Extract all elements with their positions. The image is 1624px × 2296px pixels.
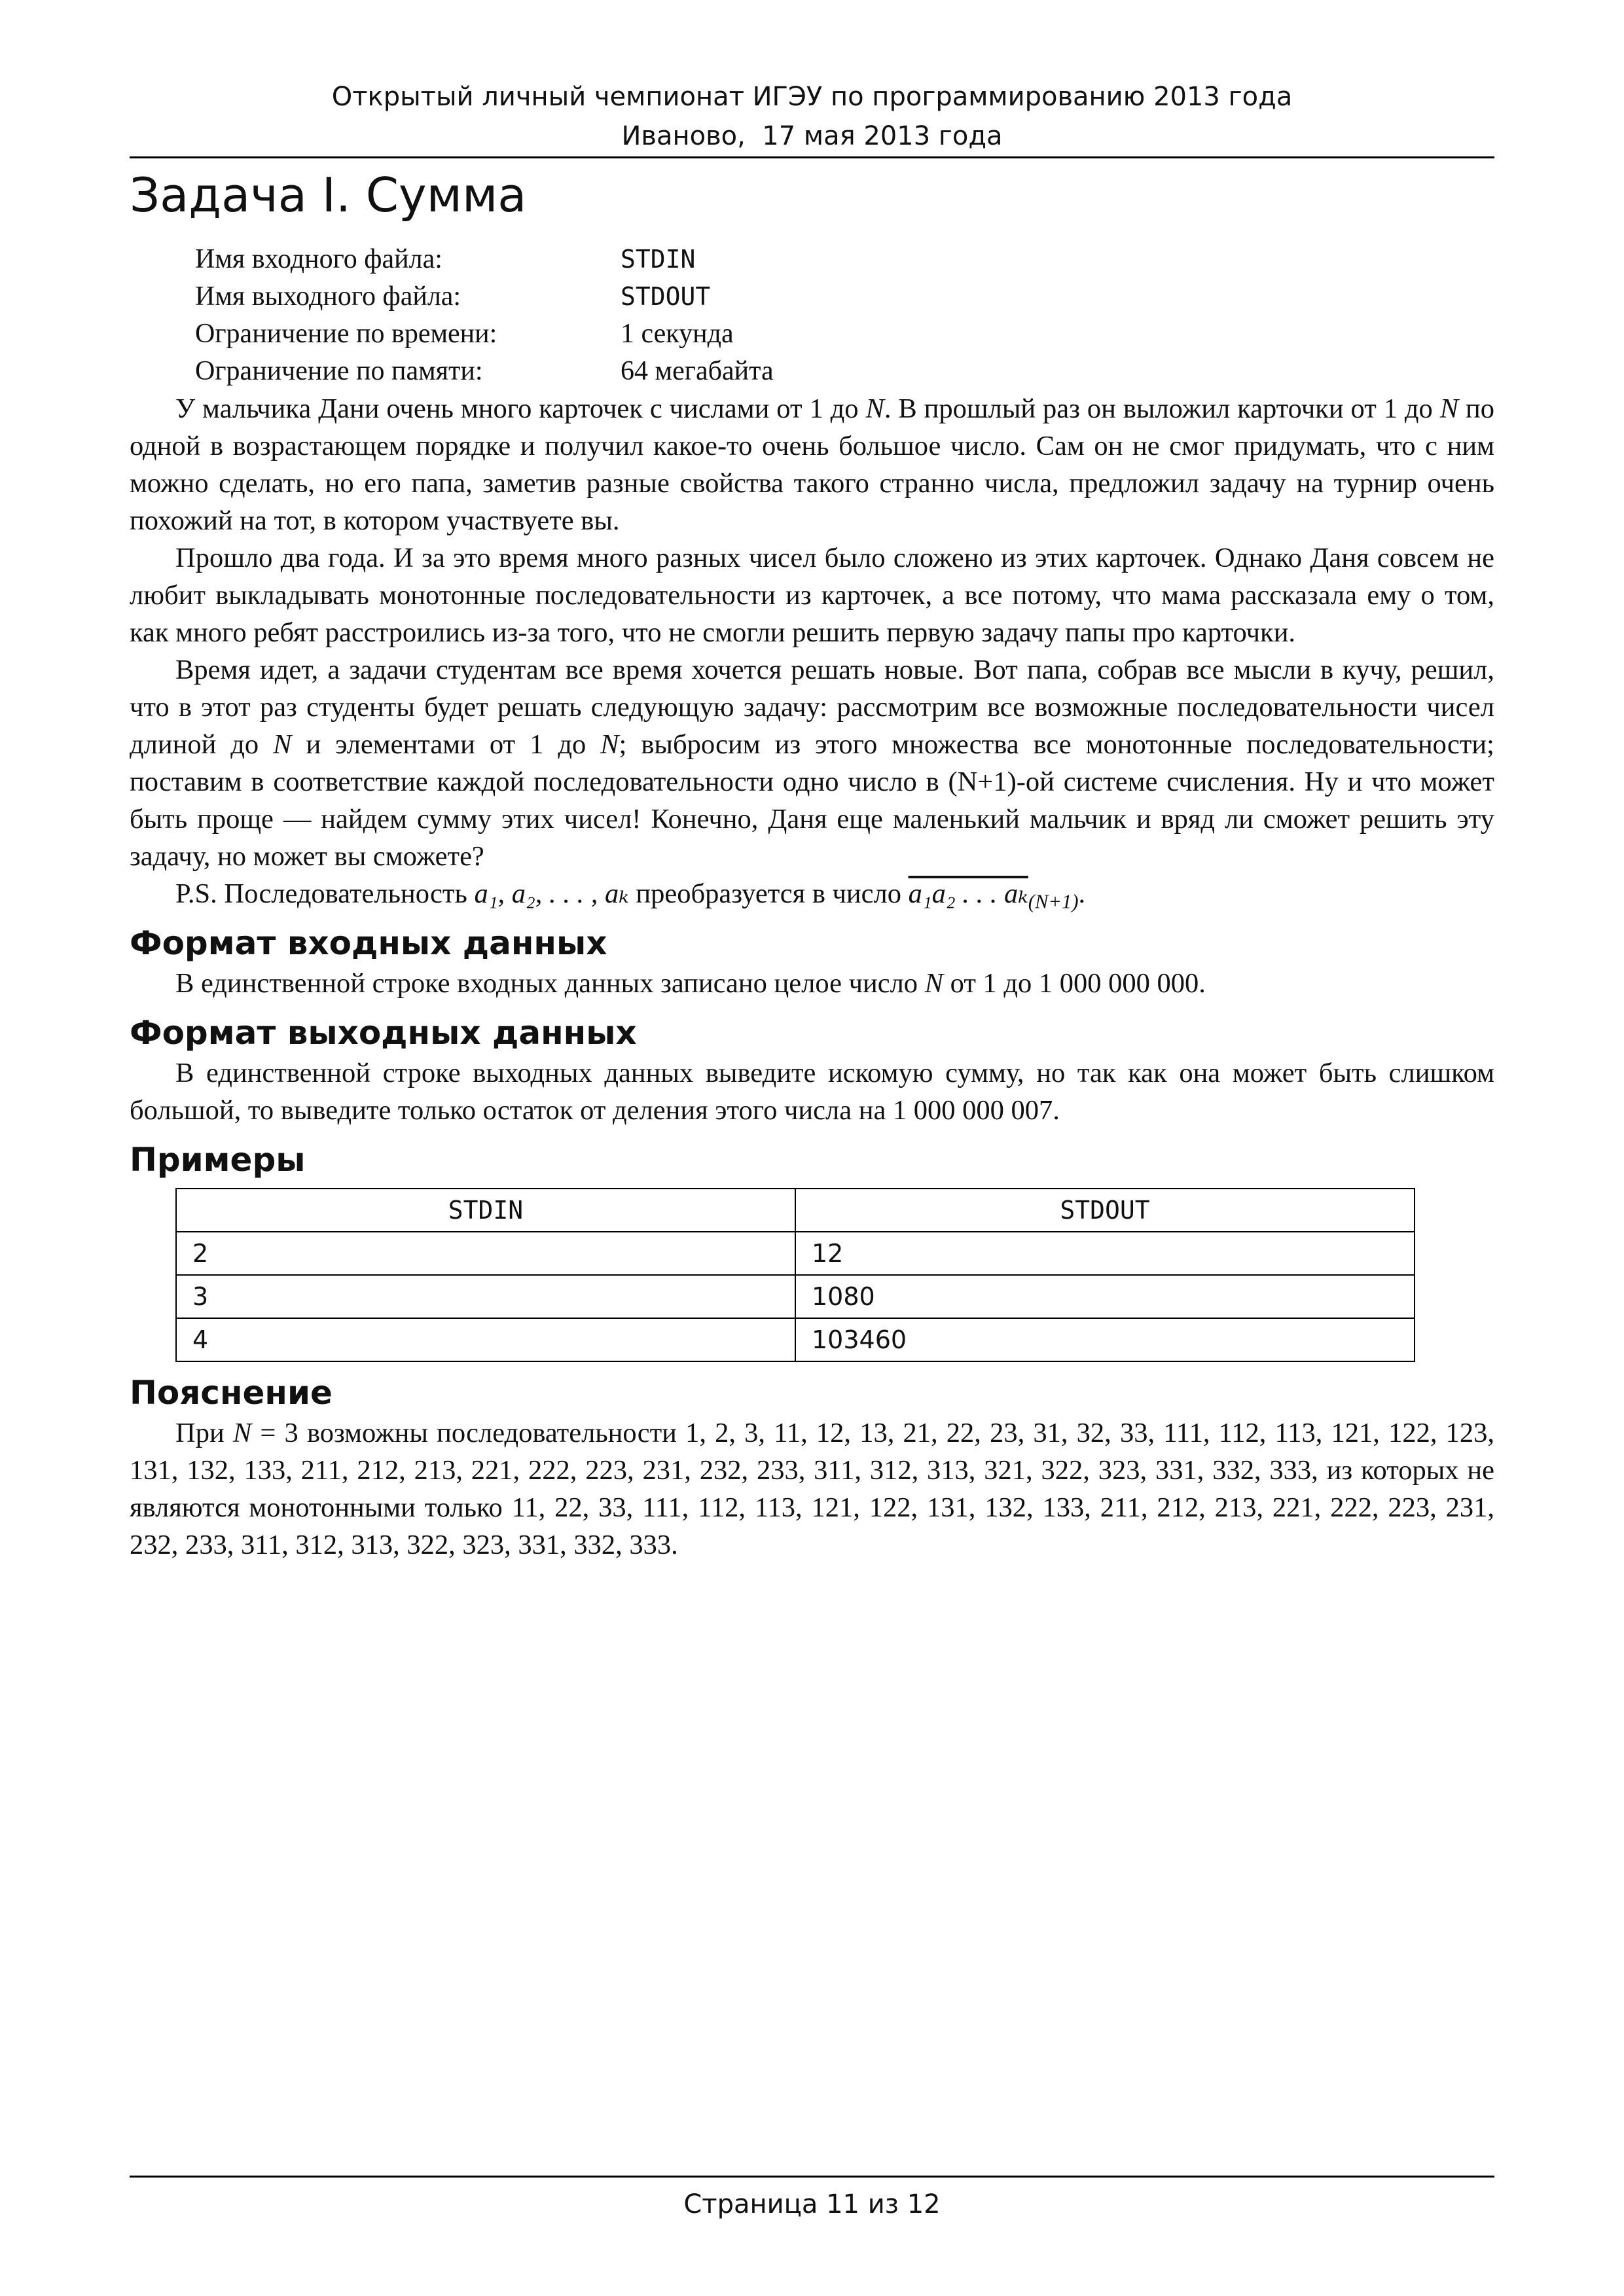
examples-header-row [176,1189,1415,1232]
text: преобразуется в число [628,878,909,909]
limit-value: STDOUT [621,282,711,311]
math-n: N [600,729,619,760]
limit-row-time [195,315,774,353]
statement-paragraph-ps [130,875,1494,912]
statement-paragraph-3 [130,651,1494,875]
text: возможны последовательности 1, 2, 3, 11, 12, 13, 21, 22, 23, 31, 32, 33, 111, 112, 113, 121, 122, 123, 131, 132, 133, 211, 212, 213, 221, 222, 223, 231, 232, 233, 311, 312, 313, 321, 322, 323, 331, 332, 333, из которых не являются монотонными только 11, 22, 33, 111, 112, 113, 121, 122, 131, 132, 133, 211, 212, 213, 221, 222, 223, 231, 232, 233, 311, 312, 313, 322, 323, 331, 332, 333. [130,1418,1495,1560]
example-output-cell: 1080 [795,1275,1415,1318]
page-header [130,77,1494,156]
input-format-heading: Формат входных данных [130,924,607,962]
output-format-text: В единственной строке выходных данных выведите искомую сумму, но так как она может быть слишком большой, то выведите только остаток от деления этого числа на 1 000 000 007. [130,1058,1494,1126]
statement-paragraph-1 [130,390,1494,539]
statement-paragraph-2: Прошло два года. И за это время много разных чисел было сложено из этих карточек. Однако Даня совсем не любит выкладывать монотонные последовательности из карточек, а все потому, что мама рассказала ему о том, как много ребят расстроились из-за того, что не смогли решить первую задачу папы про карточки. [130,543,1494,648]
math-n: N [865,393,884,424]
limit-label: Ограничение по времени: [195,319,497,349]
explanation-heading: Пояснение [130,1374,333,1412]
limit-row-input [195,241,774,278]
limit-value: STDIN [621,245,696,274]
header-date: Иваново, 17 мая 2013 года [621,121,1003,151]
text: У мальчика Дани очень много карточек с числами от 1 до [175,393,866,424]
limit-row-output [195,278,774,315]
text: P.S. Последовательность [175,878,475,909]
math-n: N [273,729,292,760]
limit-label: Имя входного файла: [195,244,442,274]
math-n: N [924,968,944,999]
text: Время идет, а задачи студентам все время хочется решать новые. Вот папа, собрав все мысли в кучу, решил, что в этот раз студенты будет решать следующую задачу: рассмотрим все возможные последовательности чисел длиной до [130,655,1494,760]
limit-value: 1 секунда [621,319,734,349]
explanation-text [130,1414,1494,1564]
text: . В прошлый раз он выложил карточки от 1 до [884,393,1440,424]
header-rule [130,156,1494,158]
limit-label: Имя выходного файла: [195,281,461,312]
table-row [176,1275,1415,1318]
math-overlined-number: a₁a₂ . . . aₖ [908,878,1028,909]
text: и элементами от 1 до [291,729,601,760]
examples-table [175,1188,1415,1362]
example-input-cell: 4 [176,1318,795,1361]
limits-table [195,241,774,390]
text: . [1078,878,1086,909]
example-output-cell: 103460 [795,1318,1415,1361]
table-row [176,1232,1415,1275]
problem-content [130,390,1494,1564]
limit-row-memory [195,353,774,390]
text: = 3 [251,1418,298,1448]
table-row [176,1318,1415,1361]
example-input-cell: 3 [176,1275,795,1318]
limit-value: 64 мегабайта [621,356,774,386]
text: В единственной строке входных данных записано целое число [175,968,925,999]
example-output-cell: 12 [795,1232,1415,1275]
text: по одной в возрастающем порядке и получил какое-то очень большое число. Сам он не смог придумать, что с ним можно сделать, но его папа, заметив разные свойства такого странно числа, предложил задачу на турнир очень похожий на тот, в котором участвуете вы. [130,393,1494,536]
examples-column-header: STDOUT [795,1189,1415,1232]
text: При [175,1418,233,1448]
footer-rule [130,2176,1494,2178]
math-sequence: a₁, a₂, . . . , aₖ [474,878,629,909]
example-input-cell: 2 [176,1232,795,1275]
limit-label: Ограничение по памяти: [195,356,483,386]
math-base-subscript: (N+1) [1028,890,1079,913]
input-format-text [130,965,1494,1002]
math-n: N [232,1418,252,1448]
examples-heading: Примеры [130,1141,306,1179]
math-n: N [1439,393,1459,424]
problem-title: Задача I. Сумма [130,168,527,223]
text: ; выбросим из этого множества все монотонные последовательности; поставим в соответствие каждой последовательности одно число в (N+1)-ой системе счисления. Ну и что может быть проще — найдем сумму этих чисел! Конечно, Даня еще маленький мальчик и вряд ли сможет решить эту задачу, но может вы сможете? [130,729,1494,872]
examples-column-header: STDIN [176,1189,795,1232]
text: от 1 до 1 000 000 000. [943,968,1206,999]
page-number: Страница 11 из 12 [683,2189,941,2219]
output-format-heading: Формат выходных данных [130,1014,637,1052]
header-contest-name: Открытый личный чемпионат ИГЭУ по программированию 2013 года [331,82,1293,112]
